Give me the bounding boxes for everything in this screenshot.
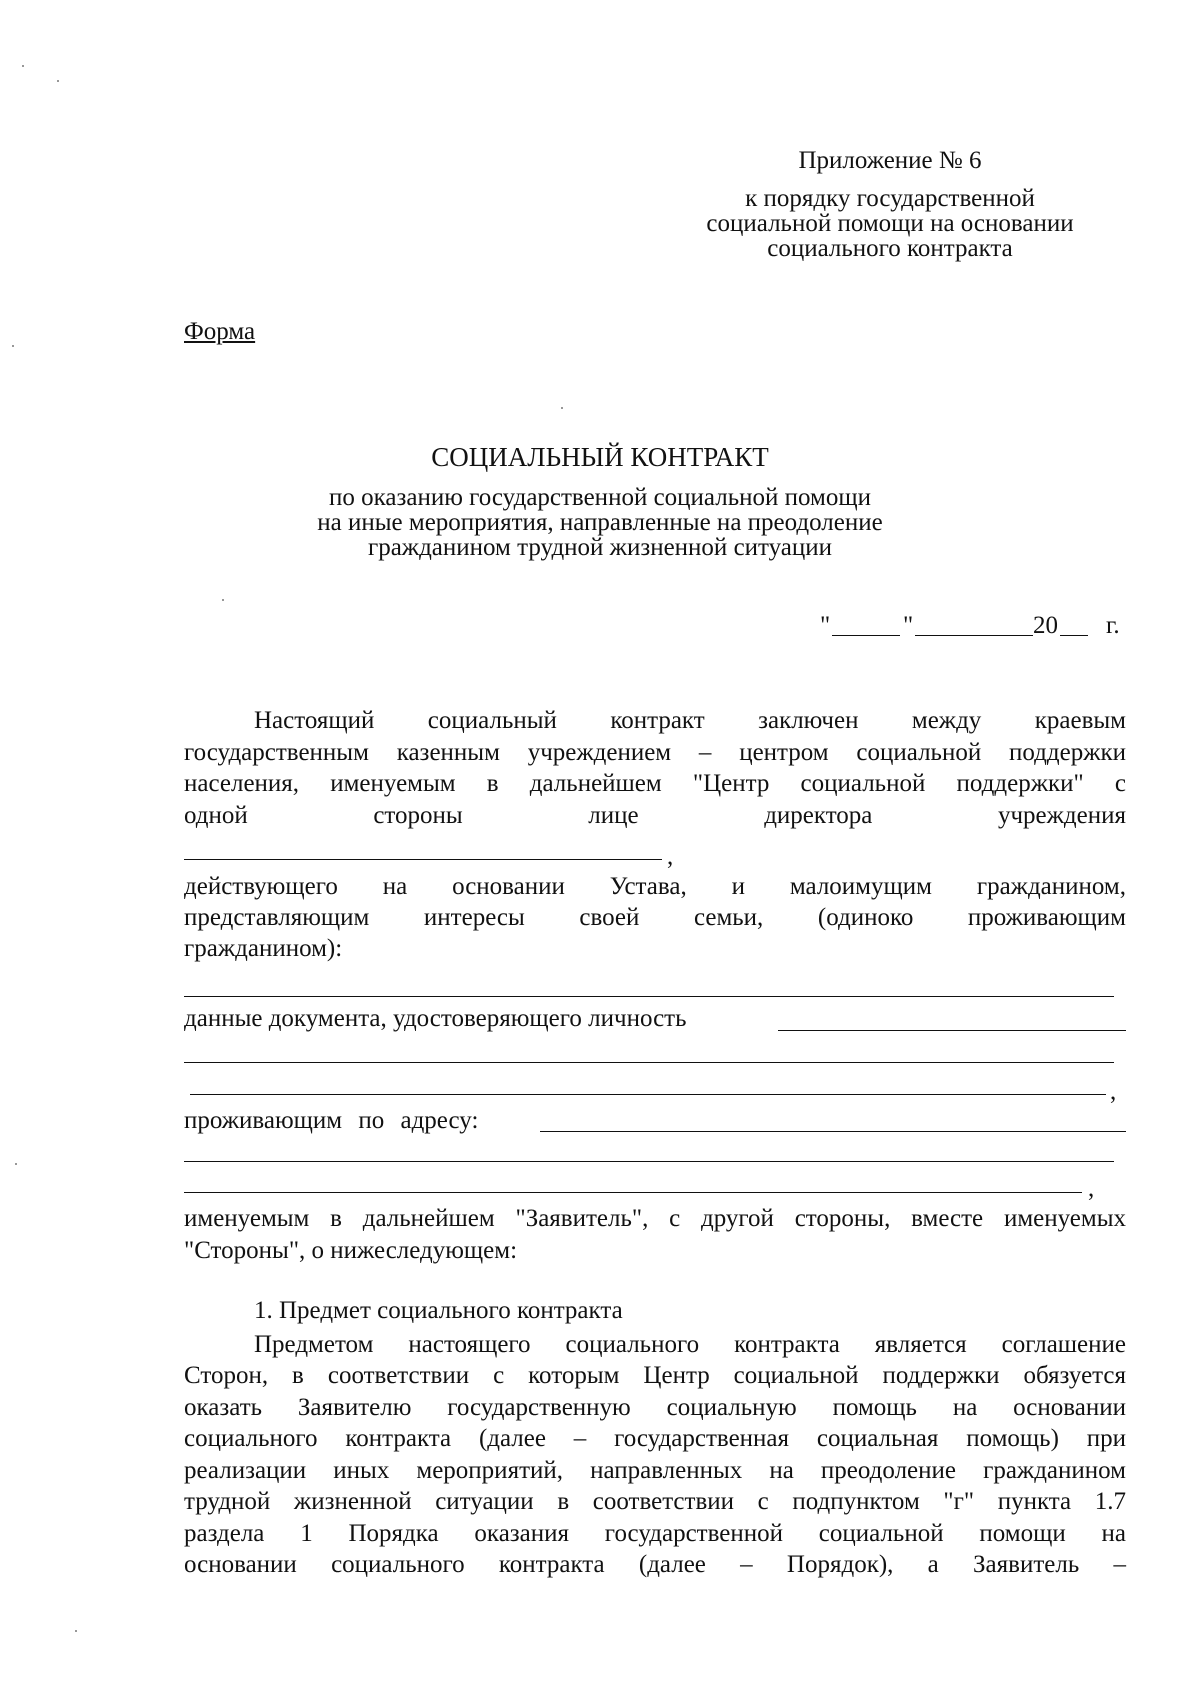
- annex-line: социального контракта: [767, 235, 1013, 262]
- scan-speck: [22, 65, 24, 67]
- section1-line: трудной жизненной ситуации в соответствии с подпунктом "г" пункта 1.7: [184, 1488, 1126, 1515]
- form-label: Форма: [184, 318, 256, 345]
- scan-speck: [222, 599, 224, 601]
- id-document-label: данные документа, удостоверяющего личность: [184, 1005, 687, 1032]
- address-comma: ,: [1088, 1175, 1095, 1202]
- address-blank[interactable]: [540, 1131, 1126, 1132]
- scan-speck: [561, 407, 563, 409]
- id-document-blank[interactable]: [190, 1094, 1106, 1095]
- intro-line: государственным казенным учреждением – центром социальной поддержки: [184, 739, 1126, 766]
- year-suffix: г.: [1106, 612, 1120, 639]
- scan-speck: [75, 1630, 77, 1632]
- section1-line: основании социального контракта (далее – Порядок), а Заявитель –: [184, 1551, 1126, 1578]
- acting-line: действующего на основании Устава, и малоимущим гражданином,: [184, 873, 1126, 900]
- director-name-blank[interactable]: [184, 859, 662, 860]
- id-document-blank[interactable]: [184, 1062, 1114, 1063]
- intro-line: одной стороны лице директора учреждения: [184, 802, 1126, 829]
- contract-subtitle-line: гражданином трудной жизненной ситуации: [367, 534, 833, 561]
- id-comma: ,: [1110, 1078, 1117, 1105]
- date-open-quote: ": [820, 612, 831, 639]
- day-blank[interactable]: [832, 635, 900, 636]
- section1-line: оказать Заявителю государственную социальную помощь на основании: [184, 1394, 1126, 1421]
- contract-title: СОЦИАЛЬНЫЙ КОНТРАКТ: [431, 442, 769, 472]
- intro-line: населения, именуемым в дальнейшем "Центр социальной поддержки" с: [184, 770, 1126, 797]
- annex-line: к порядку государственной: [745, 185, 1035, 212]
- section1-line: Сторон, в соответствии с которым Центр социальной поддержки обязуется: [184, 1362, 1126, 1389]
- acting-line: гражданином):: [184, 935, 343, 962]
- id-document-blank[interactable]: [778, 1030, 1126, 1031]
- address-blank[interactable]: [184, 1192, 1082, 1193]
- citizen-name-blank[interactable]: [184, 996, 1114, 997]
- section1-line: социального контракта (далее – государственная социальная помощь) при: [184, 1425, 1126, 1452]
- year-blank[interactable]: [1060, 635, 1088, 636]
- year-prefix: 20: [1033, 612, 1058, 639]
- acting-line: представляющим интересы своей семьи, (одиноко проживающим: [184, 904, 1126, 931]
- section1-heading: 1. Предмет социального контракта: [254, 1297, 623, 1324]
- director-comma: ,: [667, 843, 674, 870]
- contract-subtitle-line: на иные мероприятия, направленные на преодоление: [317, 509, 883, 536]
- address-label: проживающим по адресу:: [184, 1107, 479, 1134]
- date-close-quote: ": [903, 612, 914, 639]
- intro-line: Настоящий социальный контракт заключен между краевым: [254, 707, 1126, 734]
- section1-line: раздела 1 Порядка оказания государственной социальной помощи на: [184, 1520, 1126, 1547]
- scan-speck: [57, 80, 59, 82]
- annex-number: Приложение № 6: [798, 147, 982, 174]
- section1-line: Предметом настоящего социального контракта является соглашение: [254, 1331, 1126, 1358]
- section1-line: реализации иных мероприятий, направленных на преодоление гражданином: [184, 1457, 1126, 1484]
- annex-line: социальной помощи на основании: [706, 210, 1074, 237]
- scan-speck: [15, 1163, 17, 1165]
- month-blank[interactable]: [915, 635, 1033, 636]
- contract-subtitle-line: по оказанию государственной социальной помощи: [329, 484, 871, 511]
- address-blank[interactable]: [184, 1161, 1114, 1162]
- date-line: [820, 611, 1130, 641]
- hereinafter-line: "Стороны", о нижеследующем:: [184, 1237, 518, 1264]
- hereinafter-line: именуемым в дальнейшем "Заявитель", с другой стороны, вместе именуемых: [184, 1205, 1126, 1232]
- scan-speck: [12, 345, 14, 347]
